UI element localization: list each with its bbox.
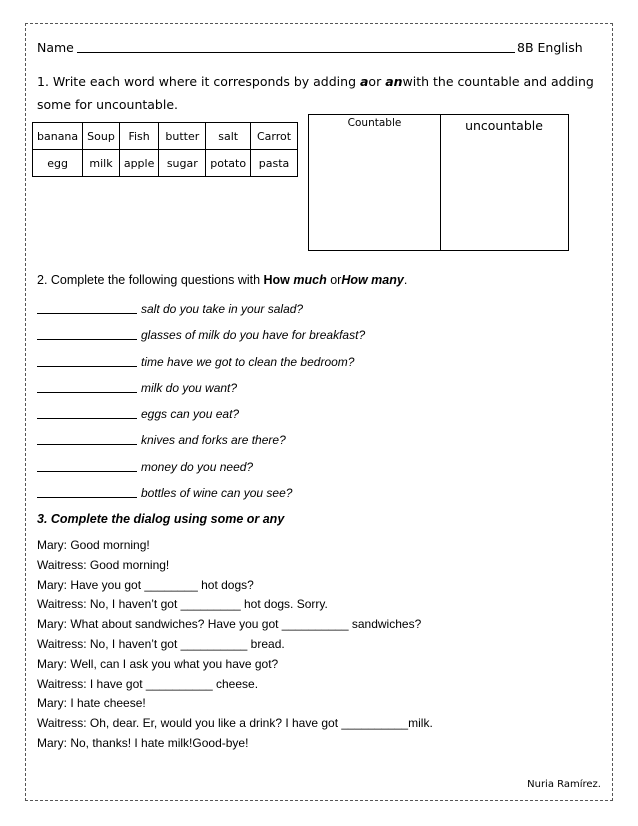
word-cell: pasta bbox=[251, 150, 298, 177]
word-cell: butter bbox=[159, 123, 206, 150]
instruction-text: 1. Write each word where it corresponds by adding bbox=[37, 74, 360, 89]
article-a: a bbox=[359, 74, 369, 89]
instruction-text: . bbox=[403, 273, 408, 287]
table-row bbox=[33, 123, 298, 150]
author-signature: Nuria Ramírez. bbox=[527, 779, 601, 790]
answer-blank[interactable] bbox=[37, 313, 137, 314]
dialog-line[interactable]: Mary: What about sandwiches? Have you got __________ sandwiches? bbox=[37, 617, 422, 632]
question-text: salt do you take in your salad? bbox=[141, 302, 304, 316]
question-text: milk do you want? bbox=[141, 380, 238, 395]
word-cell: sugar bbox=[159, 150, 206, 177]
answer-blank[interactable] bbox=[37, 444, 137, 445]
word-cell: banana bbox=[33, 123, 83, 150]
dialog-line[interactable]: Waitress: No, I haven’t got __________ bread. bbox=[37, 636, 285, 651]
name-line[interactable] bbox=[77, 52, 515, 53]
name-row bbox=[37, 40, 597, 58]
sort-box bbox=[308, 114, 569, 251]
uncountable-heading: uncountable bbox=[465, 118, 543, 133]
instruction-text: or bbox=[326, 273, 342, 287]
keyword-how-many: How many bbox=[341, 273, 404, 287]
list-item bbox=[37, 431, 597, 457]
list-item bbox=[37, 353, 597, 379]
dialog-line: Mary: Good morning! bbox=[37, 538, 150, 552]
question-text: money do you need? bbox=[141, 459, 254, 474]
dialog bbox=[37, 538, 597, 756]
keyword-much: much bbox=[293, 273, 327, 287]
answer-blank[interactable] bbox=[37, 418, 137, 419]
article-an: an bbox=[385, 74, 403, 89]
word-cell: milk bbox=[83, 150, 120, 177]
answer-blank[interactable] bbox=[37, 392, 137, 393]
uncountable-answer-area[interactable] bbox=[441, 133, 568, 250]
word-cell: Carrot bbox=[251, 123, 298, 150]
dialog-line[interactable]: Waitress: Oh, dear. Er, would you like a drink? I have got __________milk. bbox=[37, 716, 433, 731]
section3-title: 3. Complete the dialog using some or any bbox=[37, 512, 285, 526]
instruction-text: with the countable and adding some for uncountable. bbox=[37, 74, 594, 112]
countable-heading: Countable bbox=[347, 117, 402, 129]
list-item bbox=[37, 379, 597, 405]
question-text: knives and forks are there? bbox=[141, 433, 286, 448]
list-item bbox=[37, 405, 597, 431]
word-cell: Soup bbox=[83, 123, 120, 150]
dialog-line: Mary: Well, can I ask you what you have got? bbox=[37, 656, 279, 671]
list-item bbox=[37, 458, 597, 484]
word-table bbox=[32, 122, 298, 177]
answer-blank[interactable] bbox=[37, 366, 137, 367]
dialog-line[interactable]: Waitress: No, I haven’t got _________ hot dogs. Sorry. bbox=[37, 597, 328, 612]
word-cell: potato bbox=[206, 150, 251, 177]
word-cell: apple bbox=[119, 150, 159, 177]
instruction-text: . Complete the following questions with bbox=[43, 273, 264, 287]
answer-blank[interactable] bbox=[37, 339, 137, 340]
list-item bbox=[37, 484, 597, 510]
dialog-line: Mary: I hate cheese! bbox=[37, 696, 146, 711]
table-row bbox=[33, 177, 298, 178]
answer-blank[interactable] bbox=[37, 497, 137, 498]
question-text: bottles of wine can you see? bbox=[141, 486, 293, 501]
countable-answer-area[interactable] bbox=[309, 133, 440, 250]
question-text: time have we got to clean the bedroom? bbox=[141, 354, 355, 369]
dialog-line[interactable]: Waitress: I have got __________ cheese. bbox=[37, 676, 259, 691]
word-cell: Fish bbox=[119, 123, 159, 150]
instruction-text: or bbox=[368, 74, 386, 89]
word-cell: salt bbox=[206, 123, 251, 150]
class-label: 8B English bbox=[517, 40, 583, 55]
question-text: glasses of milk do you have for breakfast? bbox=[141, 328, 366, 343]
answer-blank[interactable] bbox=[37, 471, 137, 472]
question-text: eggs can you eat? bbox=[141, 407, 240, 422]
word-cell: egg bbox=[33, 150, 83, 177]
name-label: Name bbox=[37, 40, 74, 55]
dialog-line: Mary: No, thanks! I hate milk!Good-bye! bbox=[37, 735, 249, 750]
dialog-line[interactable]: Mary: Have you got ________ hot dogs? bbox=[37, 577, 254, 592]
section-number: 2 bbox=[37, 273, 44, 287]
dialog-line: Waitress: Good morning! bbox=[37, 557, 170, 572]
section1-instruction bbox=[37, 70, 597, 116]
keyword-how: How bbox=[263, 273, 294, 287]
question-list bbox=[37, 300, 597, 510]
section2-instruction bbox=[37, 273, 407, 287]
list-item bbox=[37, 326, 597, 352]
list-item bbox=[37, 300, 597, 326]
table-row bbox=[33, 150, 298, 177]
